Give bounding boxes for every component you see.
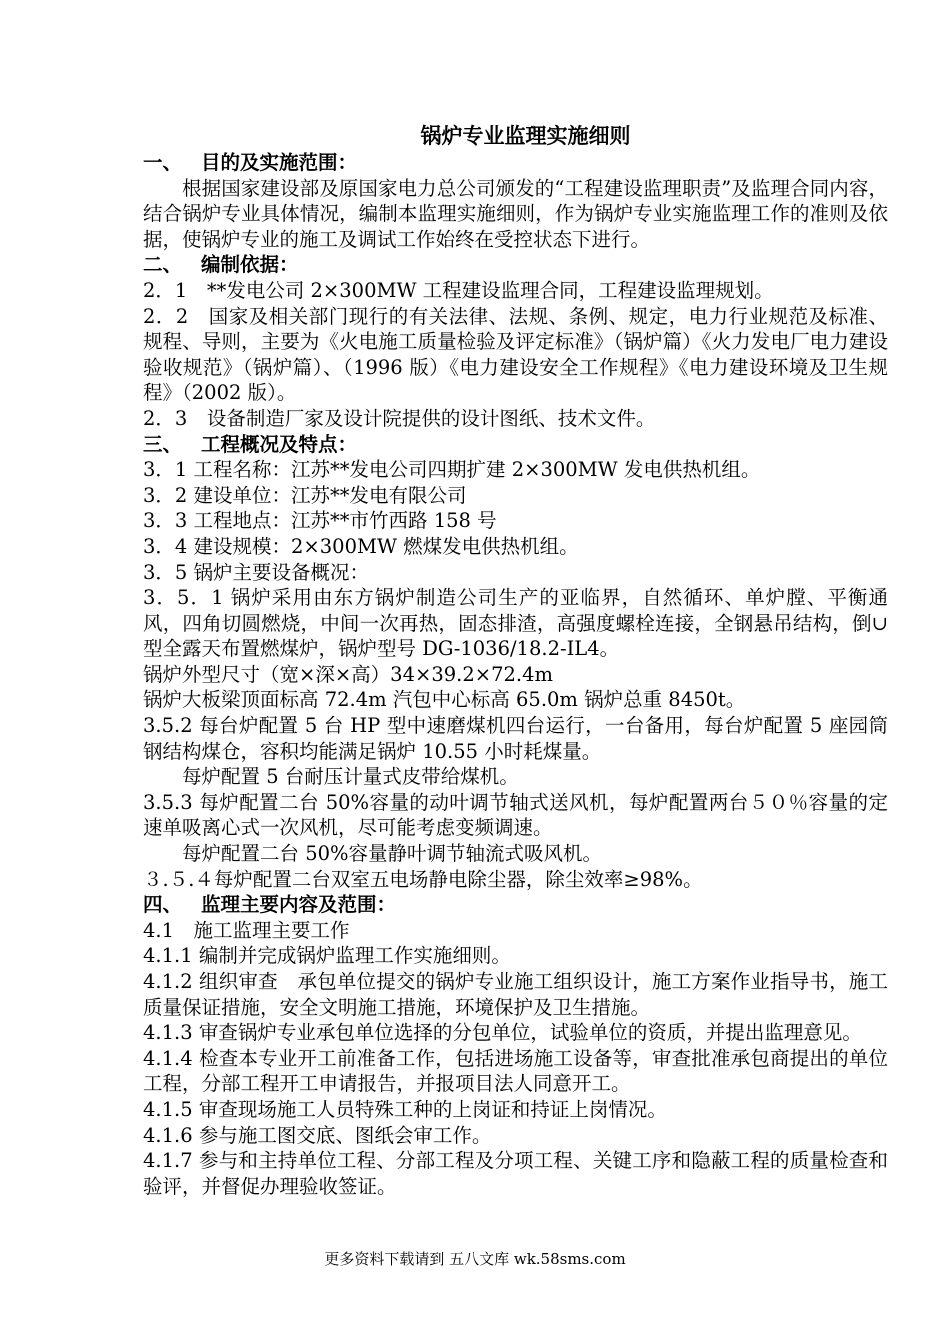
paragraph: 4.1.3 审查锅炉专业承包单位选择的分包单位，试验单位的资质，并提出监理意见。 [143, 1021, 862, 1045]
paragraph: 3．4 建设规模：2×300MW 燃煤发电供热机组。 [143, 534, 579, 558]
paragraph: 2．3 设备制造厂家及设计院提供的设计图纸、技术文件。 [143, 406, 656, 430]
section-number: 三、 [143, 432, 183, 456]
paragraph: 4.1.5 审查现场施工人员特殊工种的上岗证和持证上岗情况。 [143, 1097, 667, 1121]
paragraph: 锅炉外型尺寸（宽×深×高）34×39.2×72.4m [143, 662, 553, 686]
section-heading-1 [143, 150, 888, 176]
paragraph: 3．2 建设单位：江苏**发电有限公司 [143, 483, 467, 507]
paragraph: 每炉配置 5 台耐压计量式皮带给煤机。 [182, 765, 519, 789]
paragraph: 锅炉大板梁顶面标高 72.4m 汽包中心标高 65.0m 锅炉总重 8450t。 [143, 688, 746, 712]
section-number: 一、 [143, 151, 183, 174]
section-heading-text: 监理主要内容及范围： [201, 893, 397, 917]
paragraph: 3.5.3 每炉配置二台 50%容量的动叶调节轴式送风机，每炉配置两台５０％容量的定速单吸离心式一次风机，尽可能考虑变频调速。 [143, 790, 888, 840]
paragraph: 4.1.1 编制并完成锅炉监理工作实施细则。 [143, 944, 511, 968]
paragraph: 根据国家建设部及原国家电力总公司颁发的“工程建设监理职责”及监理合同内容，结合锅炉专业具体情况，编制本监理实施细则，作为锅炉专业实施监理工作的准则及依据，使锅炉专业的施工及调试工作始终在受控状态下进行。 [143, 176, 888, 251]
section-heading-4 [143, 892, 888, 918]
paragraph: 2．2 国家及相关部门现行的有关法律、法规、条例、规定，电力行业规范及标准、规程、导则，主要为《火电施工质量检验及评定标准》（锅炉篇）《火力发电厂电力建设验收规范》（锅炉篇）、（1996 版）《电力建设安全工作规程》《电力建设环境及卫生规程》（2002 版）。 [143, 304, 888, 405]
section-heading-text: 工程概况及特点： [201, 432, 358, 456]
section-heading-text: 编制依据： [201, 253, 299, 277]
paragraph: 4.1.7 参与和主持单位工程、分部工程及分项工程、关键工序和隐蔽工程的质量检查和验评，并督促办理验收签证。 [143, 1149, 888, 1198]
paragraph: 4.1 施工监理主要工作 [143, 918, 350, 942]
paragraph: 3．1 工程名称：江苏**发电公司四期扩建 2×300MW 发电供热机组。 [143, 458, 761, 482]
section-number: 四、 [143, 893, 183, 917]
document-body [143, 122, 888, 1199]
paragraph: 4.1.2 组织审查 承包单位提交的锅炉专业施工组织设计，施工方案作业指导书，施工质量保证措施，安全文明施工措施，环境保护及卫生措施。 [143, 970, 888, 1019]
paragraph: 3．3 工程地点：江苏**市竹西路 158 号 [143, 509, 497, 533]
section-number: 二、 [143, 253, 183, 277]
page-footer: 更多资料下载请到 五八文库 wk.58sms.com [324, 1250, 626, 1268]
paragraph: ３.５.４每炉配置二台双室五电场静电除尘器，除尘效率≥98%。 [143, 867, 703, 891]
paragraph: 2．1 **发电公司 2×300MW 工程建设监理合同，工程建设监理规划。 [143, 278, 774, 302]
section-heading-3 [143, 432, 888, 458]
paragraph: 每炉配置二台 50%容量静叶调节轴流式吸风机。 [182, 842, 603, 866]
paragraph: 4.1.6 参与施工图交底、图纸会审工作。 [143, 1123, 492, 1147]
paragraph: 3．5．1 锅炉采用由东方锅炉制造公司生产的亚临界，自然循环、单炉膛、平衡通风，四角切圆燃烧，中间一次再热，固态排渣，高强度螺栓连接，全钢悬吊结构，倒∪型全露天布置燃煤炉，锅炉型号 DG-1036/18.2-IL4。 [143, 586, 888, 661]
paragraph: 4.1.4 检查本专业开工前准备工作，包括进场施工设备等，审查批准承包商提出的单位工程，分部工程开工申请报告，并报项目法人同意开工。 [143, 1046, 888, 1096]
paragraph: 3．5 锅炉主要设备概况： [143, 560, 370, 584]
document-title: 锅炉专业监理实施细则 [420, 123, 631, 148]
section-heading-text: 目的及实施范围： [201, 151, 358, 174]
section-heading-2 [143, 252, 888, 278]
paragraph: 3.5.2 每台炉配置 5 台 HP 型中速磨煤机四台运行，一台备用，每台炉配置 5 座园筒钢结构煤仓，容积均能满足锅炉 10.55 小时耗煤量。 [143, 714, 888, 763]
